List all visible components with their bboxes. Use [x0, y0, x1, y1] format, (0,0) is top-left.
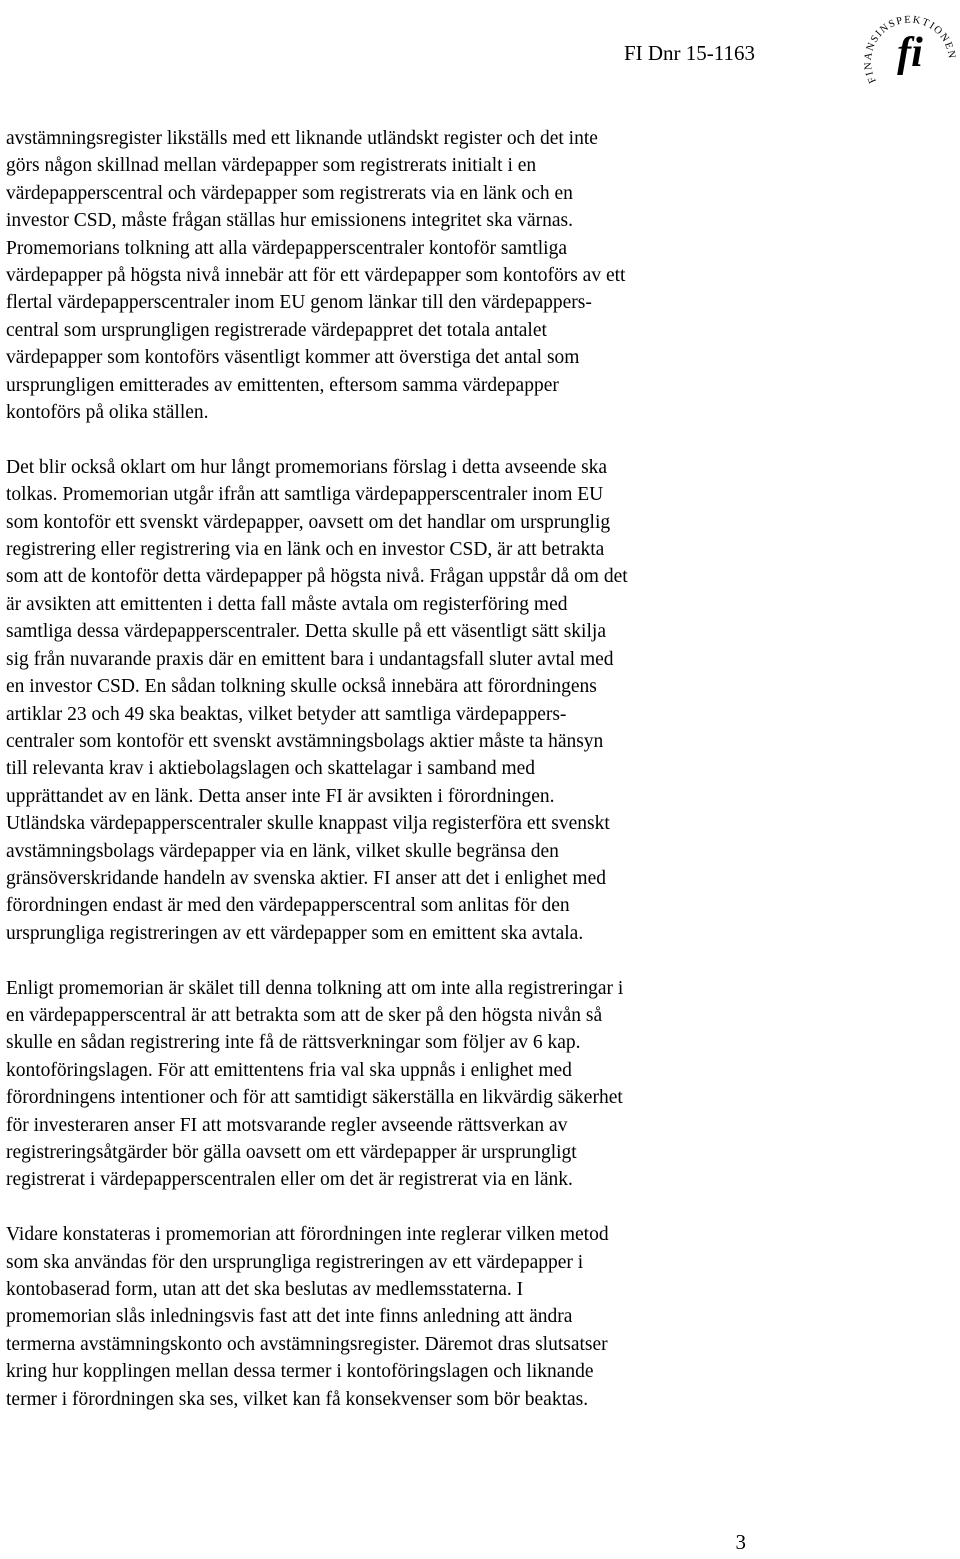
page-number: 3 [735, 1530, 746, 1554]
document-reference: FI Dnr 15-1163 [623, 41, 755, 65]
paragraph: Enligt promemorian är skälet till denna tolkning att om inte alla registreringar i en värdepapperscentral är att betrakta som att de sker på den högsta nivån så skulle en sådan registrering inte få de rättsverkningar som följer av 6 kap. kontoföringslagen. För att emittentens fria val ska uppnås i enlighet med förordningens intentioner och för att samtidigt säkerställa en likvärdig säkerhet för investeraren anser FI att motsvarande regler avseende rättsverkan av registreringsåtgärder bör gälla oavsett om ett värdepapper är ursprungligt registrerat i värdepapperscentralen eller om det är registrerat via en länk. [6, 977, 624, 1191]
paragraph: Det blir också oklart om hur långt promemorians förslag i detta avseende ska tolkas. Promemorian utgår ifrån att samtliga värdepapperscentraler inom EU som kontoför ett svenskt värdepapper, oavsett om det handlar om ursprunglig registrering eller registrering via en länk och en investor CSD, är att betrakta som att de kontoför detta värdepapper på högsta nivå. Frågan uppstår då om det är avsikten att emittenten i detta fall måste avtala om registerföring med samtliga dessa värdepapperscentraler. Detta skulle på ett väsentligt sätt skilja sig från nuvarande praxis där en emittent bara i undantagsfall sluter avtal med en investor CSD. En sådan tolkning skulle också innebära att förordningens artiklar 23 och 49 ska beaktas, vilket betyder att samtliga värdepappers- centraler som kontoför ett svenskt avstämningsbolags aktier måste ta hänsyn till relevanta krav i aktiebolagslagen och skattelagar i samband med upprättandet av en länk. Detta anser inte FI är avsikten i förordningen. Utländska värdepapperscentraler skulle knappast vilja registerföra ett svenskt avstämningsbolags värdepapper via en länk, vilket skulle begränsa den gränsöverskridande handeln av svenska aktier. FI anser att det i enlighet med förordningen endast är med den värdepapperscentral som anlitas för den ursprungliga registreringen av ett värdepapper som en emittent ska avtala. [6, 456, 628, 944]
paragraph: avstämningsregister likställs med ett liknande utländskt register och det inte görs någon skillnad mellan värdepapper som registrerats initialt i en värdepapperscentral och värdepapper som registrerats via en länk och en investor CSD, måste frågan ställas hur emissionens integritet ska värnas. Promemorians tolkning att alla värdepapperscentraler kontoför samtliga värdepapper på högsta nivå innebär att för ett värdepapper som kontoförs av ett flertal värdepapperscentraler inom EU genom länkar till den värdepappers- central som ursprungligen registrerade värdepappret det totala antalet värdepapper som kontoförs väsentligt kommer att överstiga det antal som ursprungligen emitterades av emittenten, eftersom samma värdepapper kontoförs på olika ställen. [6, 128, 626, 424]
paragraph: Vidare konstateras i promemorian att förordningen inte reglerar vilken metod som ska användas för den ursprungliga registreringen av ett värdepapper i kontobaserad form, utan att det ska beslutas av medlemsstaterna. I promemorian slås inledningsvis fast att det inte finns anledning att ändra termerna avstämningskonto och avstämningsregister. Däremot dras slutsatser kring hur kopplingen mellan dessa termer i kontoföringslagen och liknande termer i förordningen ska ses, vilket kan få konsekvenser som bör beaktas. [6, 1224, 609, 1410]
finansinspektionen-logo [860, 0, 960, 100]
body-text [6, 125, 956, 1413]
logo-mark: fi [897, 30, 923, 76]
logo-ring-text: FINANSINSPEKTIONEN [862, 14, 958, 85]
